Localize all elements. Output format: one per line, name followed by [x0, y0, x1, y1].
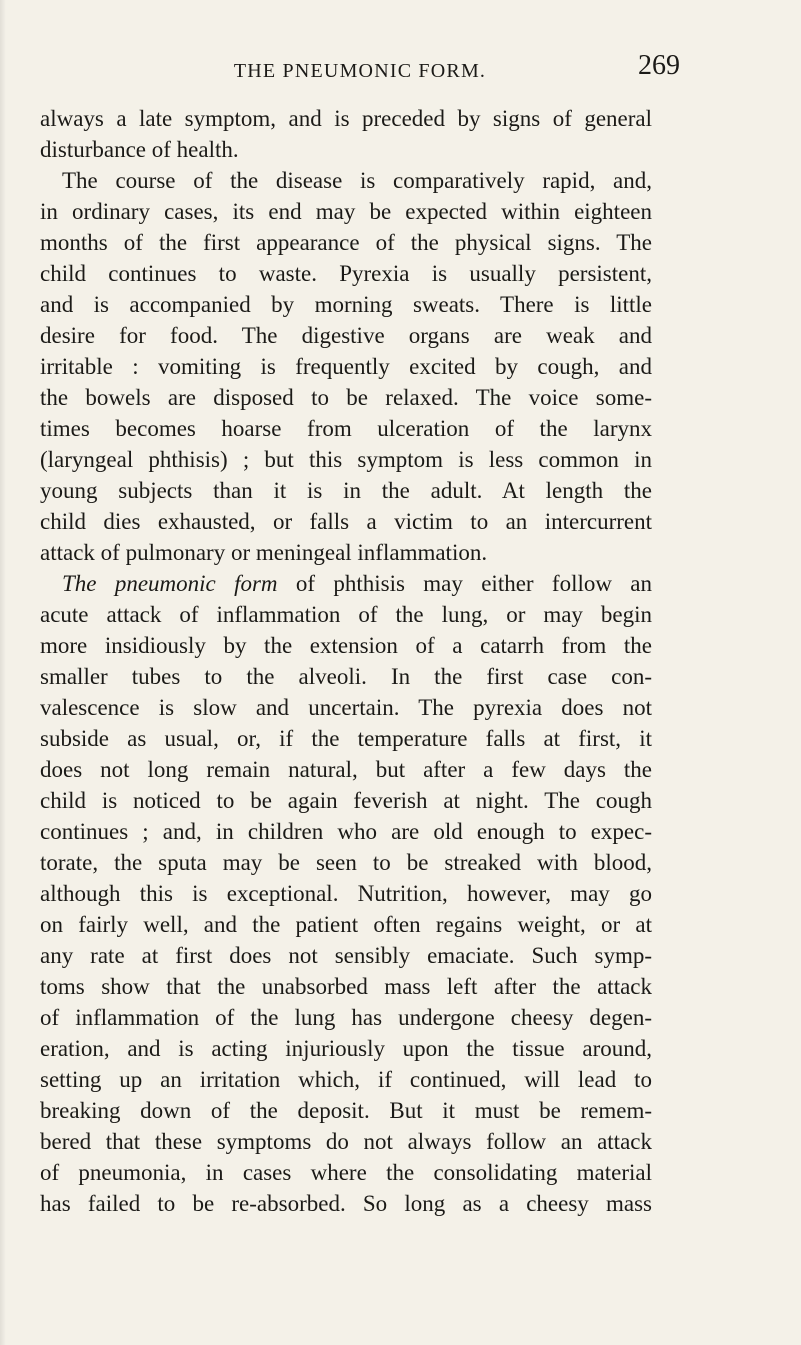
text-line: acute attack of inflammation of the lung, or may begin	[40, 602, 652, 627]
text-line: irritable : vomiting is frequently excited by cough, and	[40, 354, 652, 379]
text-line: bered that these symptoms do not always follow an attack	[40, 1129, 652, 1154]
page-number: 269	[638, 50, 680, 81]
text-line: continues ; and, in children who are old enough to expec-	[40, 819, 652, 844]
text-line: the bowels are disposed to be relaxed. The voice some-	[40, 385, 652, 410]
body-text	[40, 103, 652, 1219]
text-line: valescence is slow and uncertain. The pyrexia does not	[40, 695, 652, 720]
italic-lead: The pneumonic form	[62, 571, 278, 596]
text-line: more insidiously by the extension of a catarrh from the	[40, 633, 652, 658]
text-line: always a late symptom, and is preceded by signs of general	[40, 106, 652, 131]
text-line: attack of pulmonary or meningeal inflammation.	[40, 540, 488, 565]
text-line: disturbance of health.	[40, 137, 239, 162]
text-line: in ordinary cases, its end may be expected within eighteen	[40, 199, 652, 224]
text-line: eration, and is acting injuriously upon the tissue around,	[40, 1036, 652, 1061]
text-line: and is accompanied by morning sweats. There is little	[40, 292, 652, 317]
text-line: desire for food. The digestive organs are weak and	[40, 323, 652, 348]
text-line: child is noticed to be again feverish at night. The cough	[40, 788, 652, 813]
text-line: does not long remain natural, but after a few days the	[40, 757, 652, 782]
text-line: The course of the disease is comparatively rapid, and,	[62, 168, 652, 193]
text-line: torate, the sputa may be seen to be streaked with blood,	[40, 850, 652, 875]
running-title: THE PNEUMONIC FORM.	[233, 60, 487, 82]
text-line: any rate at first does not sensibly emaciate. Such symp-	[40, 943, 652, 968]
text-line: smaller tubes to the alveoli. In the first case con-	[40, 664, 652, 689]
page-binding-shadow	[0, 0, 6, 1345]
text-line: subside as usual, or, if the temperature falls at first, it	[40, 726, 652, 751]
text-line: (laryngeal phthisis) ; but this symptom is less common in	[40, 447, 652, 472]
text-line: breaking down of the deposit. But it must be remem-	[40, 1098, 652, 1123]
text-line: toms show that the unabsorbed mass left after the attack	[40, 974, 652, 999]
text-line: of inflammation of the lung has undergone cheesy degen-	[40, 1005, 652, 1030]
text-line: on fairly well, and the patient often regains weight, or at	[40, 912, 652, 937]
text-line: setting up an irritation which, if continued, will lead to	[40, 1067, 652, 1092]
page-header	[40, 50, 680, 90]
text-line: months of the first appearance of the physical signs. The	[40, 230, 652, 255]
text-line: child continues to waste. Pyrexia is usually persistent,	[40, 261, 652, 286]
text-line: although this is exceptional. Nutrition, however, may go	[40, 881, 652, 906]
text-line: child dies exhausted, or falls a victim to an intercurrent	[40, 509, 652, 534]
text-line: young subjects than it is in the adult. At length the	[40, 478, 652, 503]
text-line: of pneumonia, in cases where the consolidating material	[40, 1160, 652, 1185]
text-line: has failed to be re-absorbed. So long as a cheesy mass	[40, 1191, 652, 1216]
text-line-rest: of phthisis may either follow an	[295, 571, 653, 596]
text-line: times becomes hoarse from ulceration of the larynx	[40, 416, 652, 441]
text-line-with-italic-lead	[40, 568, 652, 599]
